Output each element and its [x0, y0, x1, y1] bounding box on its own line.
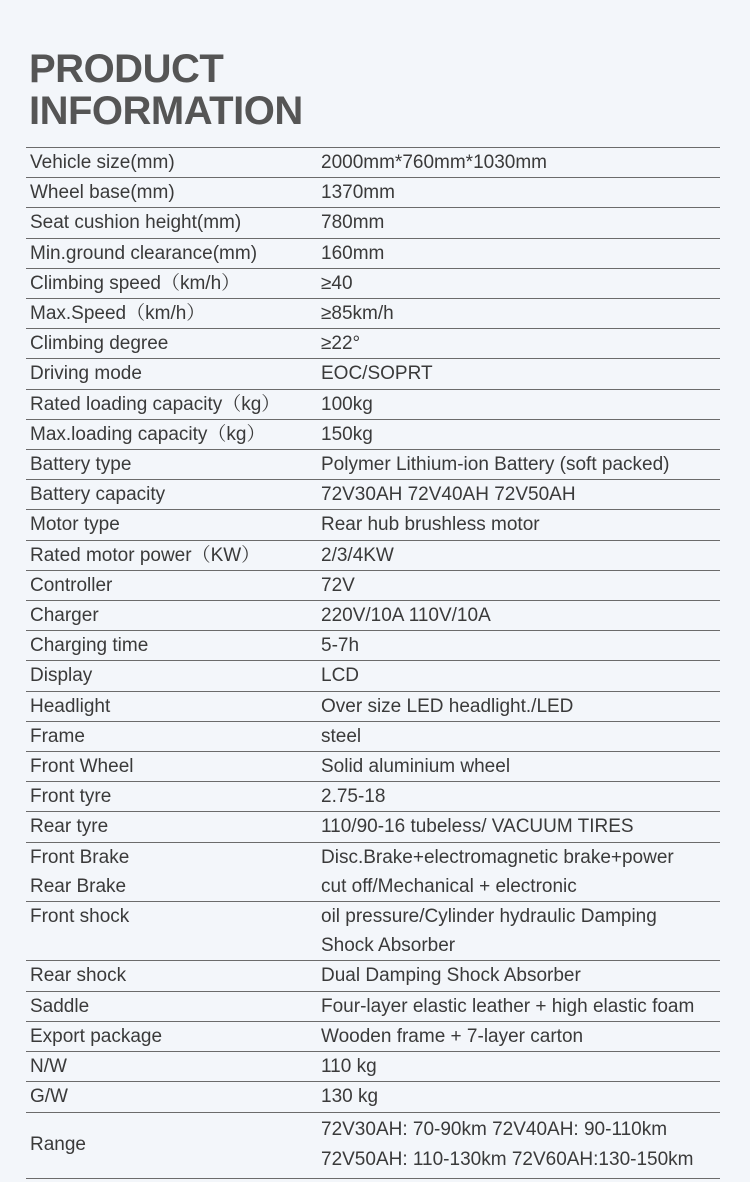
spec-value: steel: [321, 725, 362, 747]
spec-label: Seat cushion height(mm): [30, 212, 242, 234]
spec-row: [26, 420, 720, 450]
spec-row: [26, 752, 720, 782]
spec-row-front-shock: [26, 902, 720, 961]
spec-label: Battery capacity: [30, 484, 166, 506]
spec-value: ≥40: [321, 272, 353, 294]
spec-row: [26, 299, 720, 329]
spec-label: Display: [30, 665, 93, 687]
spec-label: Export package: [30, 1025, 163, 1047]
spec-label: Controller: [30, 574, 113, 596]
spec-label: Charging time: [30, 635, 149, 657]
spec-value: 1370mm: [321, 182, 395, 204]
spec-value: Rear hub brushless motor: [321, 514, 540, 536]
spec-value-line-1: 72V30AH: 70-90km 72V40AH: 90-110km: [321, 1118, 668, 1140]
title-line-1: PRODUCT: [29, 47, 224, 91]
spec-label: N/W: [30, 1056, 67, 1078]
spec-row: [26, 269, 720, 299]
spec-value-line-2: Shock Absorber: [321, 935, 456, 957]
spec-label: Battery type: [30, 454, 132, 476]
spec-value: 110/90-16 tubeless/ VACUUM TIRES: [321, 816, 634, 838]
spec-label: Max.loading capacity（kg）: [30, 423, 266, 445]
spec-value: 72V30AH 72V40AH 72V50AH: [321, 484, 576, 506]
spec-value: 130 kg: [321, 1086, 379, 1108]
spec-row: [26, 359, 720, 389]
spec-row: [26, 510, 720, 540]
spec-value: ≥85km/h: [321, 303, 394, 325]
spec-value: Four-layer elastic leather + high elastic foam: [321, 995, 695, 1017]
spec-value: Over size LED headlight./LED: [321, 695, 574, 717]
spec-value: [321, 843, 720, 901]
spec-value: 100kg: [321, 393, 373, 415]
spec-value: 110 kg: [321, 1056, 377, 1078]
spec-label: Climbing speed（km/h）: [30, 272, 241, 294]
spec-value: 160mm: [321, 242, 385, 264]
spec-value: 5-7h: [321, 635, 360, 657]
spec-value: EOC/SOPRT: [321, 363, 433, 385]
spec-row: [26, 601, 720, 631]
spec-row: [26, 1052, 720, 1082]
spec-value: 2/3/4KW: [321, 544, 394, 566]
spec-label: Front tyre: [30, 786, 112, 808]
spec-label: Headlight: [30, 695, 111, 717]
page-title: [29, 48, 303, 132]
spec-value: [321, 902, 720, 960]
spec-value: [321, 1115, 720, 1175]
spec-label: Rear shock: [30, 965, 127, 987]
spec-value: LCD: [321, 665, 360, 687]
spec-label: Rear tyre: [30, 816, 109, 838]
spec-label: [26, 843, 321, 901]
spec-label-front-brake: Front Brake: [30, 846, 130, 868]
spec-label: Motor type: [30, 514, 120, 536]
spec-rows-group-2: [26, 961, 720, 1112]
spec-label: Wheel base(mm): [30, 182, 175, 204]
spec-label: G/W: [30, 1086, 68, 1108]
spec-value-line-1: Disc.Brake+electromagnetic brake+power: [321, 846, 674, 868]
spec-row: [26, 390, 720, 420]
spec-row: [26, 692, 720, 722]
spec-label: Frame: [30, 725, 85, 747]
spec-row: [26, 782, 720, 812]
spec-value-line-2: cut off/Mechanical + electronic: [321, 875, 577, 897]
spec-row: [26, 961, 720, 991]
spec-label: Rated loading capacity（kg）: [30, 393, 281, 415]
spec-label: Vehicle size(mm): [30, 152, 175, 173]
spec-value: 2000mm*760mm*1030mm: [321, 152, 547, 173]
spec-row: [26, 239, 720, 269]
spec-value: Polymer Lithium-ion Battery (soft packed): [321, 454, 670, 476]
spec-label: Front Wheel: [30, 756, 134, 778]
spec-label: Rated motor power（KW）: [30, 544, 261, 566]
spec-value-line-2: 72V50AH: 110-130km 72V60AH:130-150km: [321, 1148, 694, 1170]
spec-label: Range: [30, 1133, 86, 1155]
spec-row: [26, 992, 720, 1022]
spec-row: [26, 661, 720, 691]
spec-row: [26, 208, 720, 238]
spec-row: [26, 812, 720, 842]
spec-label: Min.ground clearance(mm): [30, 242, 258, 264]
spec-value: Solid aluminium wheel: [321, 756, 511, 778]
spec-row-brake: [26, 843, 720, 902]
spec-value: ≥22°: [321, 333, 361, 355]
spec-row: [26, 631, 720, 661]
spec-row: [26, 571, 720, 601]
spec-value: Dual Damping Shock Absorber: [321, 965, 581, 987]
spec-label-rear-brake: Rear Brake: [30, 875, 127, 897]
spec-row: [26, 480, 720, 510]
spec-row: [26, 1082, 720, 1112]
spec-table: [26, 147, 720, 1179]
spec-row: [26, 329, 720, 359]
spec-rows-group-1: [26, 148, 720, 843]
spec-value: 220V/10A 110V/10A: [321, 605, 491, 627]
spec-label: Front shock: [30, 906, 130, 928]
spec-value: Wooden frame + 7-layer carton: [321, 1025, 584, 1047]
title-line-2: INFORMATION: [29, 89, 303, 133]
spec-row: [26, 178, 720, 208]
spec-row-range: [26, 1113, 720, 1179]
spec-row: [26, 148, 720, 178]
spec-row: [26, 1022, 720, 1052]
spec-value: 2.75-18: [321, 786, 386, 808]
spec-value: 780mm: [321, 212, 385, 234]
spec-label: Max.Speed（km/h）: [30, 303, 206, 325]
spec-label: Driving mode: [30, 363, 142, 385]
spec-label: Climbing degree: [30, 333, 169, 355]
spec-label: Charger: [30, 605, 99, 627]
spec-value: 72V: [321, 574, 355, 596]
spec-row: [26, 722, 720, 752]
spec-row: [26, 541, 720, 571]
spec-label: Saddle: [30, 995, 90, 1017]
spec-value: 150kg: [321, 423, 373, 445]
spec-value-line-1: oil pressure/Cylinder hydraulic Damping: [321, 906, 657, 928]
spec-row: [26, 450, 720, 480]
